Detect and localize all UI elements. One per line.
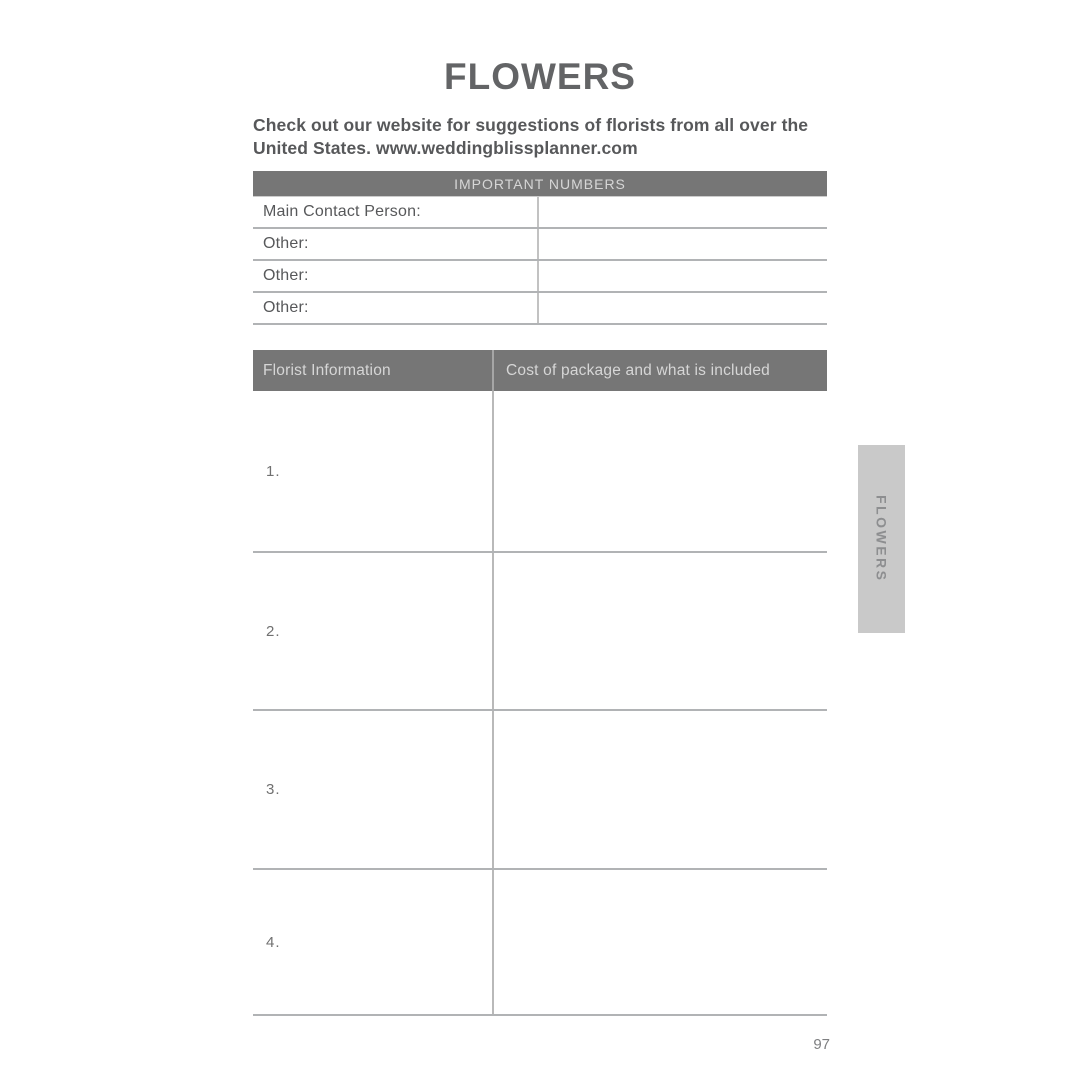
florist-table-header	[253, 350, 827, 391]
cost-cell	[494, 553, 827, 709]
row-value-cell	[539, 261, 827, 291]
page-number: 97	[813, 1036, 830, 1053]
table-row	[253, 293, 827, 325]
page-title: FLOWERS	[444, 56, 636, 97]
row-value-cell	[539, 229, 827, 259]
row-number: 3.	[253, 711, 494, 868]
row-value-cell	[539, 197, 827, 227]
row-value-cell	[539, 293, 827, 323]
row-label: Other:	[253, 229, 539, 259]
row-label: Other:	[253, 261, 539, 291]
page-content	[253, 0, 827, 1016]
table-row	[253, 261, 827, 293]
cost-cell	[494, 870, 827, 1014]
cost-cell	[494, 711, 827, 868]
florist-table	[253, 350, 827, 1016]
chapter-tab-label: FLOWERS	[873, 495, 890, 583]
table-row	[253, 391, 827, 553]
intro-text: Check out our website for suggestions of florists from all over the United States. www.weddingblissplanner.com	[253, 115, 809, 158]
row-number: 1.	[253, 391, 494, 551]
important-numbers-header: IMPORTANT NUMBERS	[253, 171, 827, 197]
table-row	[253, 197, 827, 229]
table-row	[253, 711, 827, 870]
cost-cell	[494, 391, 827, 551]
column-header-cost-of-package: Cost of package and what is included	[506, 361, 770, 379]
column-header-florist-information: Florist Information	[253, 350, 494, 391]
row-label: Other:	[253, 293, 539, 323]
chapter-tab-flowers	[858, 445, 905, 633]
row-number: 4.	[253, 870, 494, 1014]
table-row	[253, 553, 827, 711]
row-number: 2.	[253, 553, 494, 709]
row-label: Main Contact Person:	[253, 197, 539, 227]
important-numbers-table	[253, 171, 827, 325]
table-row	[253, 229, 827, 261]
table-row	[253, 870, 827, 1016]
